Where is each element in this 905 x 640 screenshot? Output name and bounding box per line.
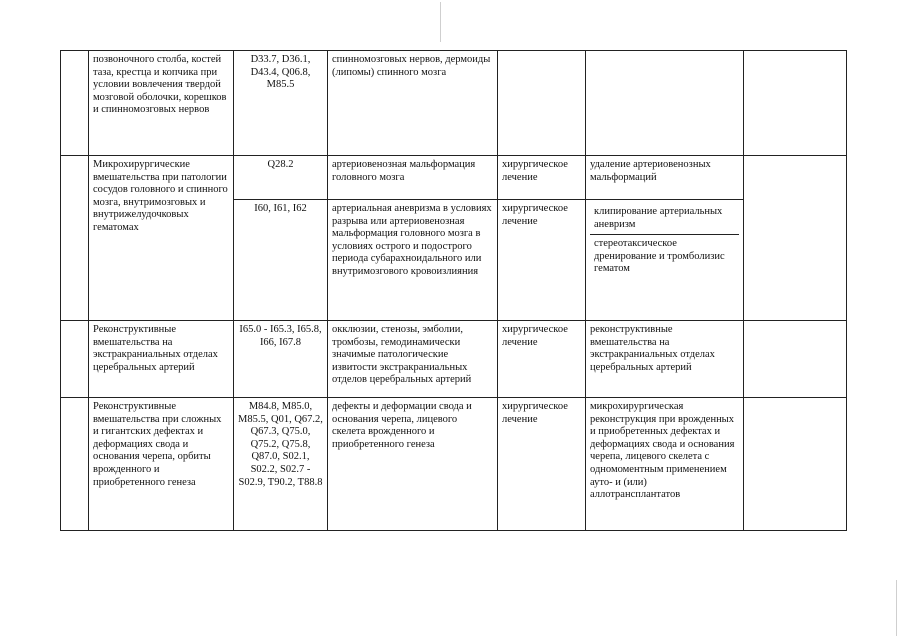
patient-model-cell: спинномозговых нервов, дермоиды (липомы) спинного мозга xyxy=(328,51,498,156)
treatment-type-cell: хирургическое лечение xyxy=(498,321,586,398)
method-item: клипирование артериальных аневризм xyxy=(594,206,723,230)
icd-codes-cell: M84.8, M85.0, M85.5, Q01, Q67.2, Q67.3, Q75.0, Q75.2, Q75.8, Q87.0, S02.1, S02.2, S02.7 - S02.9, T90.2, T88.8 xyxy=(234,398,328,531)
row-number-cell xyxy=(61,51,89,156)
treatment-type-cell xyxy=(498,51,586,156)
icd-codes-cell: D33.7, D36.1, D43.4, Q06.8, M85.5 xyxy=(234,51,328,156)
treatment-method-cell: реконструктивные вмешательства на экстракраниальных отделах церебральных артерий xyxy=(586,321,744,398)
treatment-type-cell: хирургическое лечение xyxy=(498,156,586,200)
cost-cell xyxy=(744,51,847,156)
table-row xyxy=(61,51,847,156)
intervention-group-cell: Микрохирургические вмешательства при патологии сосудов головного и спинного мозга, внутримозговых и внутрижелудочковых гематомах xyxy=(89,156,234,321)
table-body xyxy=(61,51,847,531)
intervention-group-cell: Реконструктивные вмешательства на экстракраниальных отделах церебральных артерий xyxy=(89,321,234,398)
method-stack xyxy=(590,203,739,279)
medical-care-table xyxy=(60,50,847,531)
row-number-cell xyxy=(61,398,89,531)
table-row xyxy=(61,156,847,200)
treatment-method-cell xyxy=(586,51,744,156)
cost-cell xyxy=(744,321,847,398)
cost-cell xyxy=(744,156,847,321)
patient-model-cell: артериовенозная мальформация головного мозга xyxy=(328,156,498,200)
cost-cell xyxy=(744,398,847,531)
intervention-group-cell: позвоночного столба, костей таза, крестца и копчика при условии вовлечения твердой мозговой оболочки, корешков и спинномозговых нервов xyxy=(89,51,234,156)
icd-codes-cell: Q28.2 xyxy=(234,156,328,200)
treatment-method-cell: микрохирургическая реконструкция при врожденных и приобретенных дефектах и деформациях свода и основания черепа, лицевого скелета с одномоментным применением ауто- и (или) аллотрансплантатов xyxy=(586,398,744,531)
patient-model-cell: дефекты и деформации свода и основания черепа, лицевого скелета врожденного и приобретенного генеза xyxy=(328,398,498,531)
method-item: стереотаксическое дренирование и тромболизис гематом xyxy=(590,234,739,279)
treatment-method-cell xyxy=(586,200,744,321)
intervention-group-cell: Реконструктивные вмешательства при сложных и гигантских дефектах и деформациях свода и основания черепа, орбиты врожденного и приобретенного генеза xyxy=(89,398,234,531)
icd-codes-cell: I60, I61, I62 xyxy=(234,200,328,321)
table-row xyxy=(61,321,847,398)
treatment-method-cell: удаление артериовенозных мальформаций xyxy=(586,156,744,200)
row-number-cell xyxy=(61,156,89,321)
treatment-type-cell: хирургическое лечение xyxy=(498,398,586,531)
scan-edge-mark xyxy=(896,580,897,636)
scan-margin-mark xyxy=(440,2,441,42)
patient-model-cell: окклюзии, стенозы, эмболии, тромбозы, гемодинамически значимые патологические извитости экстракраниальных отделов церебральных артерий xyxy=(328,321,498,398)
treatment-type-cell: хирургическое лечение xyxy=(498,200,586,321)
row-number-cell xyxy=(61,321,89,398)
table-row xyxy=(61,398,847,531)
icd-codes-cell: I65.0 - I65.3, I65.8, I66, I67.8 xyxy=(234,321,328,398)
patient-model-cell: артериальная аневризма в условиях разрыва или артериовенозная мальформация головного мозга в условиях острого и подострого периода субарахноидального или внутримозгового кровоизлияния xyxy=(328,200,498,321)
